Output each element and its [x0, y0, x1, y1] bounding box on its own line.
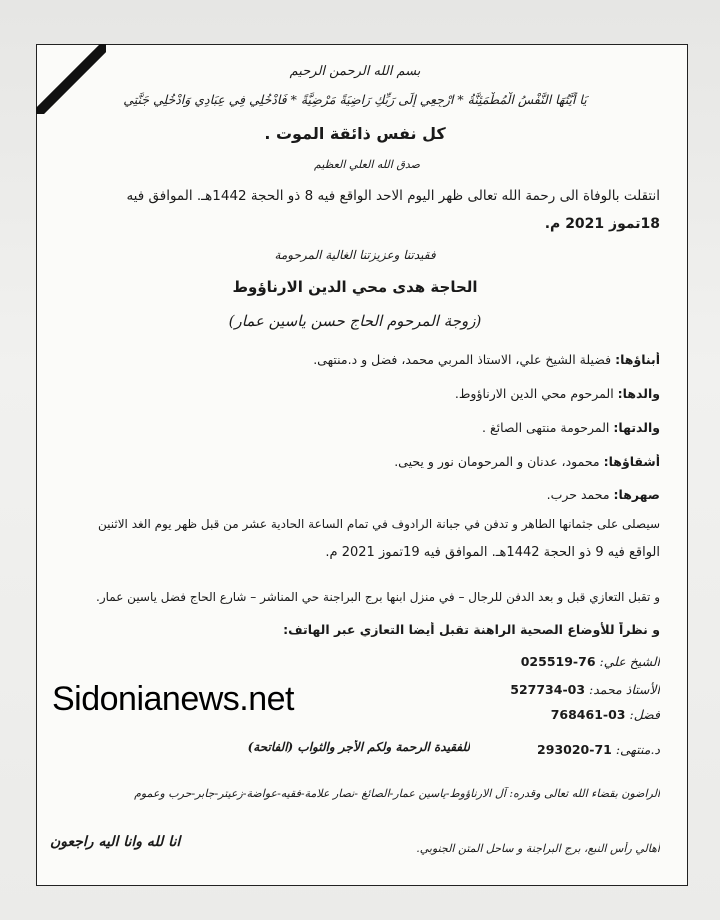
father-label: والدها:: [617, 386, 660, 401]
condolence-line: و تقبل التعازي قبل و بعد الدفن للرجال – في منزل ابنها برج البراجنة حي المناشر – شارع الحاج فضل ياسين عمار.: [96, 590, 660, 604]
son-in-law-value: محمد حرب.: [546, 487, 610, 502]
phone-label: الشيخ علي:: [599, 654, 660, 669]
son-in-law-line: [50, 487, 660, 502]
basmala: بسم الله الرحمن الرحيم: [289, 64, 421, 79]
mother-value: المرحومة منتهى الصائغ .: [482, 420, 610, 435]
closing-verse: انا لله وانا اليه راجعون: [50, 834, 181, 850]
sons-line: [50, 352, 660, 367]
mourners-line2: أهالي رأس النبع، برج البراجنة و ساحل المتن الجنوبي.: [416, 842, 660, 855]
quran-verse: يَا أَيَّتُهَا النَّفْسُ الْمُطْمَئِنَّةُ * ارْجِعِي إِلَى رَبِّكِ رَاضِيَةً مَرْضِيَّةً * فَادْخُلِي فِي عِبَادِي وَادْخُلِي جَنَّتِي: [123, 92, 587, 107]
mother-label: والدتها:: [613, 420, 660, 435]
son-in-law-label: صهرها:: [613, 487, 660, 502]
death-announcement-line1: انتقلت بالوفاة الى رحمة الله تعالى ظهر اليوم الاحد الواقع فيه 8 ذو الحجة 1442هـ. الموافق فيه: [126, 188, 660, 204]
sons-value: فضيلة الشيخ علي، الاستاذ المربي محمد، فضل و د.منتهى.: [313, 352, 612, 367]
phone-label: فضل:: [629, 707, 660, 722]
phone-note: و نظراً للأوضاع الصحية الراهنة تقبل أيضا التعازي عبر الهاتف:: [283, 622, 660, 637]
death-announcement-line2: 18تموز 2021 م.: [544, 216, 660, 232]
father-line: [50, 386, 660, 401]
phone-label: الأستاذ محمد:: [589, 682, 660, 697]
brothers-value: محمود، عدنان و المرحومان نور و يحيى.: [394, 454, 600, 469]
quran-verse-2: كل نفس ذائقة الموت .: [264, 124, 446, 143]
phone-number: 71-293020: [537, 742, 612, 757]
brothers-label: أشقاؤها:: [603, 454, 660, 469]
sons-label: أبناؤها:: [615, 352, 660, 367]
phone-row: [50, 654, 660, 669]
mourners-line1: الراضون بقضاء الله تعالى وقدره: آل الارناؤوط-ياسين عمار-الصائغ -نصار علامة-فقيه-عواضة-زعيتر-جابر-حرب وعموم: [134, 787, 660, 800]
prayer-line: للفقيدة الرحمة ولكم الأجر والثواب (الفاتحة): [247, 740, 470, 754]
mother-line: [50, 420, 660, 435]
phone-number: 03-768461: [550, 707, 626, 722]
wife-of-line: (زوجة المرحوم الحاج حسن ياسين عمار): [228, 312, 482, 330]
father-value: المرحوم محي الدين الارناؤوط.: [454, 386, 614, 401]
funeral-line2: الواقع فيه 9 ذو الحجة 1442هـ. الموافق فيه 19تموز 2021 م.: [325, 545, 660, 560]
faqida-line: فقيدتنا وعزيزتنا الغالية المرحومة: [274, 248, 436, 262]
phone-number: 03-527734: [510, 682, 586, 697]
brothers-line: [50, 454, 660, 469]
phone-label: د.منتهى:: [615, 742, 660, 757]
funeral-line1: سيصلى على جثمانها الطاهر و تدفن في جبانة الرادوف في تمام الساعة الحادية عشر من قبل ظهر يوم الغد الاثنين: [98, 517, 660, 531]
phone-number: 76-025519: [520, 654, 596, 669]
deceased-name: الحاجة هدى محي الدين الارناؤوط: [232, 278, 478, 296]
sadaqa-line: صدق الله العلي العظيم: [314, 158, 420, 171]
site-watermark: Sidonianews.net: [52, 680, 295, 718]
